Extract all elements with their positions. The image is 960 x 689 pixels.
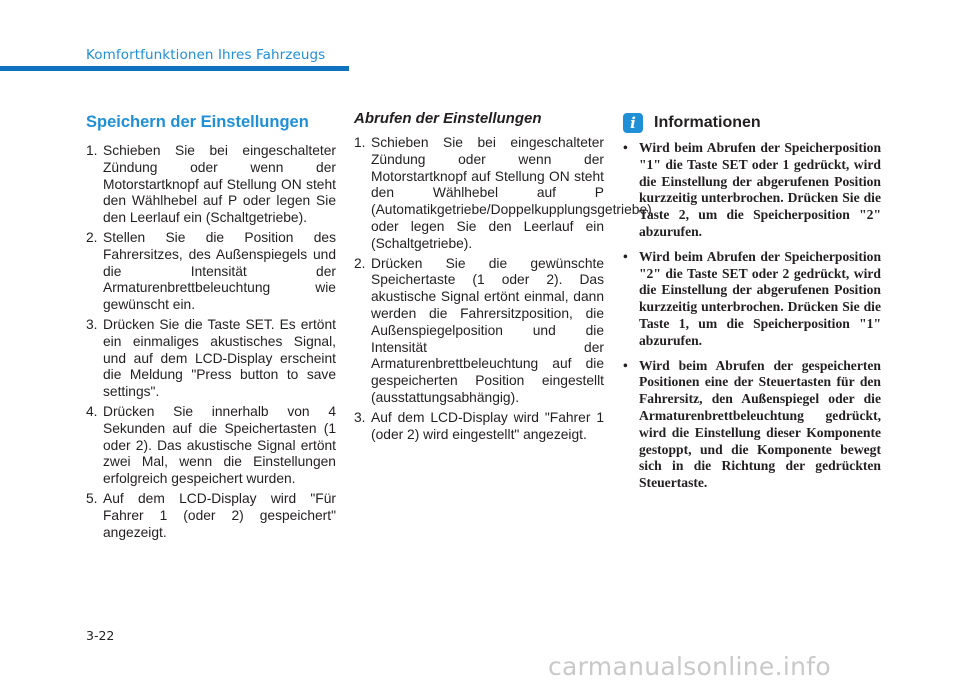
- header-bar: [0, 66, 349, 71]
- step-number: 1.: [86, 143, 98, 158]
- step-number: 3.: [86, 316, 98, 332]
- step-text: Schieben Sie bei eingeschalteter Zündung oder wenn der Motorstartknopf auf Stellung ON steht den Wählhebel auf P (Automatikgetriebe/Doppelkupplungsgetriebe) oder legen Sie den Leerlauf ein (Schaltgetriebe).: [371, 135, 652, 251]
- recall-steps-list: [354, 135, 652, 443]
- page-number: 3-22: [86, 628, 115, 643]
- step-text: Drücken Sie die Taste SET. Es ertönt ein einmaliges akustisches Signal, und auf dem LCD-Display erscheint die Meldung "Press button to save settings".: [103, 316, 336, 400]
- step-number: 4.: [86, 403, 98, 419]
- list-item: [86, 143, 336, 227]
- store-settings-heading: Speichern der Einstellungen: [86, 113, 309, 131]
- watermark: carmanualsonline.info: [548, 652, 831, 681]
- info-text: Wird beim Abrufen der gespeicherten Positionen eine der Steuertasten für den Fahrersitz, den Außenspiegel oder die Armaturenbrettbeleuchtung gedrückt, wird die Einstellung dieser Komponente gestoppt, und die Komponente bewegt sich in die Richtung der gedrückten Steuertaste.: [639, 357, 881, 491]
- list-item: [354, 256, 604, 407]
- bullet-icon: •: [623, 140, 628, 155]
- information-box: [623, 110, 881, 500]
- information-list: [623, 140, 881, 492]
- step-number: 5.: [86, 490, 98, 506]
- list-item: [354, 410, 604, 444]
- step-number: 3.: [354, 409, 366, 425]
- info-text: Wird beim Abrufen der Speicherposition "2" die Taste SET oder 2 gedrückt, wird die Einstellung der abgerufenen Position kurzzeitig unterbrochen. Drücken Sie die Taste 1, um die Speicherposition "1" abzurufen.: [639, 248, 881, 348]
- info-icon: i: [623, 113, 643, 133]
- step-text: Auf dem LCD-Display wird "Für Fahrer 1 (oder 2) gespeichert" angezeigt.: [103, 490, 336, 540]
- store-settings-section: [86, 110, 336, 544]
- section-title: Komfortfunktionen Ihres Fahrzeugs: [86, 47, 326, 63]
- information-title: Informationen: [654, 114, 761, 131]
- list-item: [623, 249, 881, 350]
- list-item: [86, 491, 336, 541]
- recall-settings-section: [354, 110, 652, 446]
- information-header: [623, 112, 881, 134]
- step-text: Auf dem LCD-Display wird "Fahrer 1 (oder 2) wird eingestellt" angezeigt.: [371, 409, 604, 442]
- step-text: Schieben Sie bei eingeschalteter Zündung oder wenn der Motorstartknopf auf Stellung ON steht den Wählhebel auf P oder legen Sie den Leerlauf ein (Schaltgetriebe).: [103, 143, 336, 226]
- list-item: [623, 358, 881, 492]
- store-steps-list: [86, 143, 336, 541]
- bullet-icon: •: [623, 357, 628, 373]
- step-text: Drücken Sie die gewünschte Speichertaste (1 oder 2). Das akustische Signal ertönt einmal, dann werden die Fahrersitzposition, die Außenspiegelposition und die Intensität der Armaturenbrettbeleuchtung auf die gespeicherten Position eingestellt (ausstattungsabhängig).: [371, 255, 604, 405]
- list-item: [86, 230, 336, 314]
- step-text: Stellen Sie die Position des Fahrersitzes, des Außenspiegels und die Intensität der Armaturenbrettbeleuchtung wie gewünscht ein.: [103, 229, 336, 313]
- list-item: [354, 135, 652, 253]
- recall-settings-heading: Abrufen der Einstellungen: [354, 110, 542, 127]
- info-text: Wird beim Abrufen der Speicherposition "1" die Taste SET oder 1 gedrückt, wird die Einstellung der abgerufenen Position kurzzeitig unterbrochen. Drücken Sie die Taste 2, um die Speicherposition "2" abzurufen.: [639, 140, 881, 239]
- list-item: [86, 404, 336, 488]
- step-text: Drücken Sie innerhalb von 4 Sekunden auf die Speichertasten (1 oder 2). Das akustische Signal ertönt zwei Mal, wenn die Einstellungen erfolgreich gespeichert wurden.: [103, 403, 336, 487]
- list-item: [623, 140, 881, 241]
- bullet-icon: •: [623, 248, 628, 264]
- step-number: 2.: [86, 229, 98, 245]
- step-number: 1.: [354, 135, 366, 150]
- list-item: [86, 317, 336, 401]
- step-number: 2.: [354, 255, 366, 271]
